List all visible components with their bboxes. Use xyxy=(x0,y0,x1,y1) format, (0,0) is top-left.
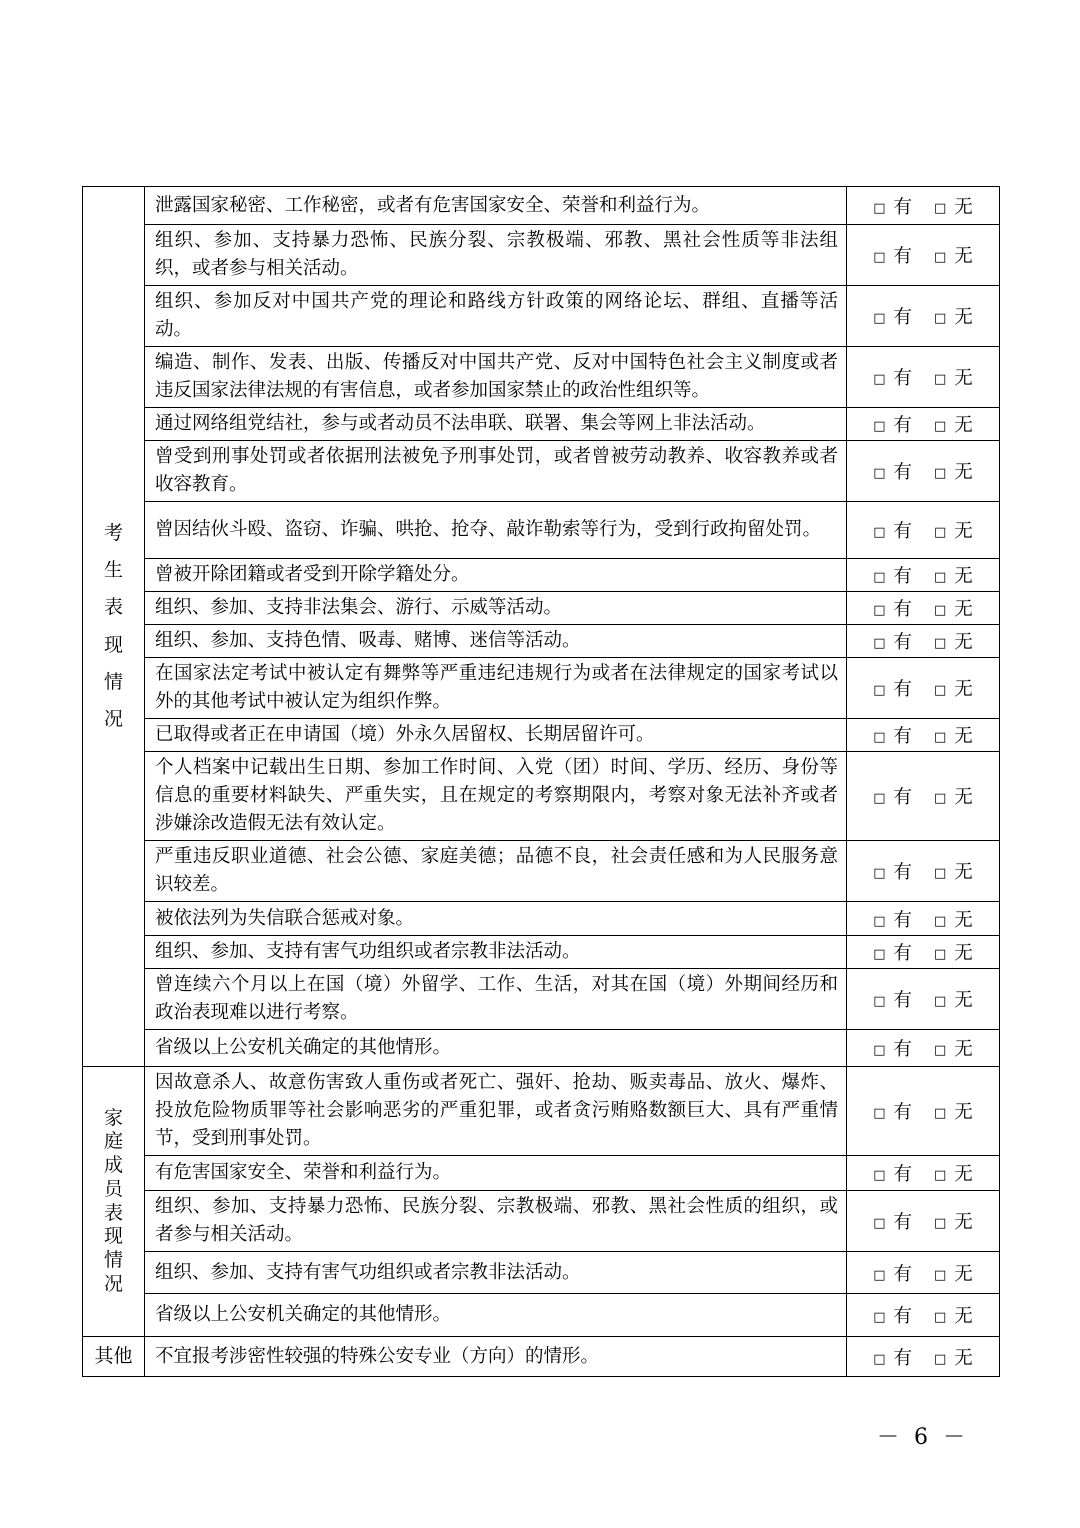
table-row xyxy=(83,408,1000,441)
checkbox[interactable]: □ xyxy=(934,311,947,326)
yes-option[interactable] xyxy=(873,1208,912,1234)
option-cell xyxy=(847,347,1000,408)
checkbox[interactable]: □ xyxy=(873,1310,886,1325)
table-row xyxy=(83,719,1000,752)
checkbox[interactable]: □ xyxy=(934,1168,947,1183)
no-option-label: 无 xyxy=(954,307,973,328)
category-cell xyxy=(83,1067,145,1337)
checkbox[interactable]: □ xyxy=(873,311,886,326)
checkbox[interactable]: □ xyxy=(873,466,886,481)
no-option[interactable] xyxy=(934,595,973,621)
no-option-label: 无 xyxy=(954,1039,973,1060)
page-number: － 6 － xyxy=(877,1425,969,1450)
yes-option-label: 有 xyxy=(893,196,912,218)
yes-option[interactable] xyxy=(873,517,912,543)
no-option-label: 无 xyxy=(954,415,973,436)
no-option-label: 无 xyxy=(954,1306,973,1327)
item-text: 严重违反职业道德、社会公德、家庭美德；品德不良，社会责任感和为人民服务意识较差。 xyxy=(145,841,847,902)
yes-option[interactable] xyxy=(873,783,912,809)
item-text: 个人档案中记载出生日期、参加工作时间、入党（团）时间、学历、经历、身份等信息的重要材料缺失、严重失实，且在规定的考察期限内，考察对象无法补齐或者涉嫌涂改造假无法有效认定。 xyxy=(145,752,847,841)
checkbox[interactable]: □ xyxy=(873,250,886,265)
checkbox[interactable]: □ xyxy=(934,372,947,387)
no-option-label: 无 xyxy=(954,196,973,218)
no-option-label: 无 xyxy=(954,1263,973,1285)
yes-option[interactable] xyxy=(873,1160,912,1186)
checkbox[interactable]: □ xyxy=(934,250,947,265)
option-cell xyxy=(847,286,1000,347)
no-option-label: 无 xyxy=(954,990,973,1011)
checkbox[interactable]: □ xyxy=(873,1216,886,1231)
option-cell xyxy=(847,502,1000,559)
table-row xyxy=(83,1252,1000,1294)
yes-option[interactable] xyxy=(873,595,912,621)
checkbox[interactable]: □ xyxy=(934,730,947,745)
yes-option-label: 有 xyxy=(893,909,912,931)
yes-option[interactable] xyxy=(873,411,912,437)
yes-option-label: 有 xyxy=(893,307,912,328)
table-row xyxy=(83,1337,1000,1377)
option-cell xyxy=(847,187,1000,225)
checkbox[interactable]: □ xyxy=(934,913,947,929)
checkbox[interactable]: □ xyxy=(873,947,886,962)
option-cell xyxy=(847,969,1000,1030)
table-row xyxy=(83,225,1000,286)
no-option-label: 无 xyxy=(954,599,973,620)
table-row xyxy=(83,936,1000,969)
checkbox[interactable]: □ xyxy=(934,1043,947,1058)
yes-option-label: 有 xyxy=(893,943,912,964)
no-option[interactable] xyxy=(934,364,973,390)
no-option-label: 无 xyxy=(954,632,973,653)
no-option[interactable] xyxy=(934,517,973,543)
item-text: 因故意杀人、故意伤害致人重伤或者死亡、强奸、抢劫、贩卖毒品、放火、爆炸、投放危险物质罪等社会影响恶劣的严重犯罪，或者贪污贿赂数额巨大、具有严重情节，受到刑事处罚。 xyxy=(145,1067,847,1156)
yes-option-label: 有 xyxy=(893,1347,912,1369)
category-cell xyxy=(83,187,145,1067)
no-option-label: 无 xyxy=(954,368,973,389)
yes-option[interactable] xyxy=(873,939,912,965)
table-row xyxy=(83,658,1000,719)
no-option[interactable] xyxy=(934,193,973,219)
checkbox[interactable]: □ xyxy=(934,636,947,651)
no-option-label: 无 xyxy=(954,787,973,808)
checkbox[interactable]: □ xyxy=(934,419,947,434)
checkbox[interactable]: □ xyxy=(873,913,886,929)
table-row xyxy=(83,625,1000,658)
category-cell xyxy=(83,1337,145,1377)
no-option[interactable] xyxy=(934,1344,973,1370)
no-option[interactable] xyxy=(934,858,973,884)
yes-option[interactable] xyxy=(873,986,912,1012)
yes-option[interactable] xyxy=(873,193,912,219)
yes-option[interactable] xyxy=(873,858,912,884)
item-text: 组织、参加反对中国共产党的理论和路线方针政策的网络论坛、群组、直播等活动。 xyxy=(145,286,847,347)
yes-option-label: 有 xyxy=(893,1212,912,1233)
yes-option-label: 有 xyxy=(893,632,912,653)
yes-option[interactable] xyxy=(873,1260,912,1286)
item-text: 组织、参加、支持暴力恐怖、民族分裂、宗教极端、邪教、黑社会性质的组织，或者参与相关活动。 xyxy=(145,1191,847,1252)
no-option[interactable] xyxy=(934,628,973,654)
option-cell xyxy=(847,752,1000,841)
yes-option[interactable] xyxy=(873,242,912,268)
no-option-label: 无 xyxy=(954,566,973,587)
option-cell xyxy=(847,1294,1000,1337)
yes-option[interactable] xyxy=(873,675,912,701)
checkbox[interactable]: □ xyxy=(934,466,947,481)
checkbox[interactable]: □ xyxy=(934,947,947,962)
yes-option-label: 有 xyxy=(893,990,912,1011)
no-option-label: 无 xyxy=(954,462,973,483)
item-text: 省级以上公安机关确定的其他情形。 xyxy=(145,1294,847,1337)
yes-option-label: 有 xyxy=(893,415,912,436)
yes-option[interactable] xyxy=(873,722,912,748)
yes-option[interactable] xyxy=(873,628,912,654)
yes-option[interactable] xyxy=(873,1344,912,1370)
no-option[interactable] xyxy=(934,1208,973,1234)
item-text: 组织、参加、支持有害气功组织或者宗教非法活动。 xyxy=(145,1252,847,1294)
option-cell xyxy=(847,1030,1000,1067)
checkbox[interactable]: □ xyxy=(934,1310,947,1325)
option-cell xyxy=(847,225,1000,286)
checkbox[interactable]: □ xyxy=(934,866,947,881)
category-label: 其他 xyxy=(94,1344,133,1367)
yes-option[interactable] xyxy=(873,1302,912,1328)
checkbox[interactable]: □ xyxy=(934,1106,947,1121)
no-option-label: 无 xyxy=(954,679,973,700)
item-text: 编造、制作、发表、出版、传播反对中国共产党、反对中国特色社会主义制度或者违反国家法律法规的有害信息，或者参加国家禁止的政治性组织等。 xyxy=(145,347,847,408)
item-text: 组织、参加、支持有害气功组织或者宗教非法活动。 xyxy=(145,936,847,969)
no-option-label: 无 xyxy=(954,1212,973,1233)
no-option[interactable] xyxy=(934,458,973,484)
table-row xyxy=(83,1067,1000,1156)
yes-option-label: 有 xyxy=(893,726,912,747)
item-text: 曾连续六个月以上在国（境）外留学、工作、生活，对其在国（境）外期间经历和政治表现难以进行考察。 xyxy=(145,969,847,1030)
table-row xyxy=(83,441,1000,502)
option-cell xyxy=(847,719,1000,752)
option-cell xyxy=(847,625,1000,658)
yes-option[interactable] xyxy=(873,906,912,932)
checkbox[interactable]: □ xyxy=(934,200,947,216)
table-row xyxy=(83,969,1000,1030)
yes-option[interactable] xyxy=(873,303,912,329)
no-option[interactable] xyxy=(934,783,973,809)
checkbox[interactable]: □ xyxy=(934,791,947,806)
checkbox[interactable]: □ xyxy=(873,372,886,387)
table-row xyxy=(83,1030,1000,1067)
no-option-label: 无 xyxy=(954,246,973,267)
no-option-label: 无 xyxy=(954,521,973,542)
no-option-label: 无 xyxy=(954,1347,973,1369)
option-cell xyxy=(847,1337,1000,1377)
option-cell xyxy=(847,1067,1000,1156)
no-option-label: 无 xyxy=(954,862,973,883)
yes-option-label: 有 xyxy=(893,368,912,389)
table-row xyxy=(83,592,1000,625)
table-row xyxy=(83,752,1000,841)
checkbox[interactable]: □ xyxy=(873,419,886,434)
no-option[interactable] xyxy=(934,939,973,965)
yes-option[interactable] xyxy=(873,1035,912,1061)
item-text: 泄露国家秘密、工作秘密，或者有危害国家安全、荣誉和利益行为。 xyxy=(145,187,847,225)
checkbox[interactable]: □ xyxy=(873,603,886,618)
no-option[interactable] xyxy=(934,1160,973,1186)
no-option[interactable] xyxy=(934,1035,973,1061)
yes-option-label: 有 xyxy=(893,787,912,808)
option-cell xyxy=(847,841,1000,902)
table-row xyxy=(83,841,1000,902)
option-cell xyxy=(847,1191,1000,1252)
table-row xyxy=(83,1191,1000,1252)
option-cell xyxy=(847,1156,1000,1191)
yes-option-label: 有 xyxy=(893,1102,912,1123)
yes-option[interactable] xyxy=(873,1098,912,1124)
item-text: 曾因结伙斗殴、盗窃、诈骗、哄抢、抢夺、敲诈勒索等行为，受到行政拘留处罚。 xyxy=(145,502,847,559)
item-text: 曾被开除团籍或者受到开除学籍处分。 xyxy=(145,559,847,592)
table-row xyxy=(83,1156,1000,1191)
item-text: 组织、参加、支持暴力恐怖、民族分裂、宗教极端、邪教、黑社会性质等非法组织，或者参与相关活动。 xyxy=(145,225,847,286)
yes-option-label: 有 xyxy=(893,1039,912,1060)
checkbox[interactable]: □ xyxy=(934,683,947,698)
checkbox[interactable]: □ xyxy=(934,1216,947,1231)
item-text: 已取得或者正在申请国（境）外永久居留权、长期居留许可。 xyxy=(145,719,847,752)
no-option[interactable] xyxy=(934,986,973,1012)
option-cell xyxy=(847,936,1000,969)
checkbox[interactable]: □ xyxy=(873,1043,886,1058)
category-label: 考生表现情况 xyxy=(103,522,123,730)
option-cell xyxy=(847,902,1000,936)
table-row xyxy=(83,187,1000,225)
yes-option-label: 有 xyxy=(893,1306,912,1327)
item-text: 不宜报考涉密性较强的特殊公安专业（方向）的情形。 xyxy=(145,1337,847,1377)
yes-option-label: 有 xyxy=(893,462,912,483)
item-text: 省级以上公安机关确定的其他情形。 xyxy=(145,1030,847,1067)
checkbox[interactable]: □ xyxy=(873,791,886,806)
no-option[interactable] xyxy=(934,1302,973,1328)
table-row xyxy=(83,347,1000,408)
item-text: 被依法列为失信联合惩戒对象。 xyxy=(145,902,847,936)
review-form-table xyxy=(82,186,1000,1377)
no-option[interactable] xyxy=(934,906,973,932)
checkbox[interactable]: □ xyxy=(873,1267,886,1283)
option-cell xyxy=(847,1252,1000,1294)
option-cell xyxy=(847,559,1000,592)
checkbox[interactable]: □ xyxy=(873,200,886,216)
item-text: 通过网络组党结社，参与或者动员不法串联、联署、集会等网上非法活动。 xyxy=(145,408,847,441)
table-row xyxy=(83,902,1000,936)
item-text: 有危害国家安全、荣誉和利益行为。 xyxy=(145,1156,847,1191)
table-row xyxy=(83,502,1000,559)
checkbox[interactable]: □ xyxy=(873,1351,886,1367)
table-row xyxy=(83,559,1000,592)
yes-option-label: 有 xyxy=(893,862,912,883)
yes-option-label: 有 xyxy=(893,679,912,700)
checkbox[interactable]: □ xyxy=(873,994,886,1009)
table-row xyxy=(83,1294,1000,1337)
no-option[interactable] xyxy=(934,242,973,268)
option-cell xyxy=(847,658,1000,719)
item-text: 组织、参加、支持非法集会、游行、示威等活动。 xyxy=(145,592,847,625)
yes-option-label: 有 xyxy=(893,521,912,542)
checkbox[interactable]: □ xyxy=(873,683,886,698)
no-option-label: 无 xyxy=(954,1164,973,1185)
yes-option[interactable] xyxy=(873,364,912,390)
item-text: 组织、参加、支持色情、吸毒、赌博、迷信等活动。 xyxy=(145,625,847,658)
item-text: 在国家法定考试中被认定有舞弊等严重违纪违规行为或者在法律规定的国家考试以外的其他考试中被认定为组织作弊。 xyxy=(145,658,847,719)
no-option[interactable] xyxy=(934,303,973,329)
no-option[interactable] xyxy=(934,722,973,748)
checkbox[interactable]: □ xyxy=(873,636,886,651)
checkbox[interactable]: □ xyxy=(873,525,886,540)
checkbox[interactable]: □ xyxy=(873,570,886,585)
no-option-label: 无 xyxy=(954,943,973,964)
checkbox[interactable]: □ xyxy=(934,570,947,585)
yes-option-label: 有 xyxy=(893,246,912,267)
yes-option-label: 有 xyxy=(893,566,912,587)
checkbox[interactable]: □ xyxy=(873,866,886,881)
no-option-label: 无 xyxy=(954,726,973,747)
checkbox[interactable]: □ xyxy=(934,525,947,540)
checkbox[interactable]: □ xyxy=(873,1106,886,1121)
checkbox[interactable]: □ xyxy=(934,1351,947,1367)
option-cell xyxy=(847,592,1000,625)
yes-option[interactable] xyxy=(873,458,912,484)
option-cell xyxy=(847,408,1000,441)
table-row xyxy=(83,286,1000,347)
checkbox[interactable]: □ xyxy=(873,1168,886,1183)
table-body xyxy=(83,187,1000,1377)
checkbox[interactable]: □ xyxy=(934,994,947,1009)
no-option-label: 无 xyxy=(954,1102,973,1123)
checkbox[interactable]: □ xyxy=(934,1267,947,1283)
no-option[interactable] xyxy=(934,562,973,588)
option-cell xyxy=(847,441,1000,502)
yes-option-label: 有 xyxy=(893,599,912,620)
item-text: 曾受到刑事处罚或者依据刑法被免予刑事处罚，或者曾被劳动教养、收容教养或者收容教育。 xyxy=(145,441,847,502)
checkbox[interactable]: □ xyxy=(934,603,947,618)
yes-option-label: 有 xyxy=(893,1263,912,1285)
no-option-label: 无 xyxy=(954,909,973,931)
no-option[interactable] xyxy=(934,1260,973,1286)
no-option[interactable] xyxy=(934,1098,973,1124)
yes-option-label: 有 xyxy=(893,1164,912,1185)
yes-option[interactable] xyxy=(873,562,912,588)
checkbox[interactable]: □ xyxy=(873,730,886,745)
category-label: 家庭成员表现情况 xyxy=(103,1106,123,1295)
no-option[interactable] xyxy=(934,411,973,437)
no-option[interactable] xyxy=(934,675,973,701)
